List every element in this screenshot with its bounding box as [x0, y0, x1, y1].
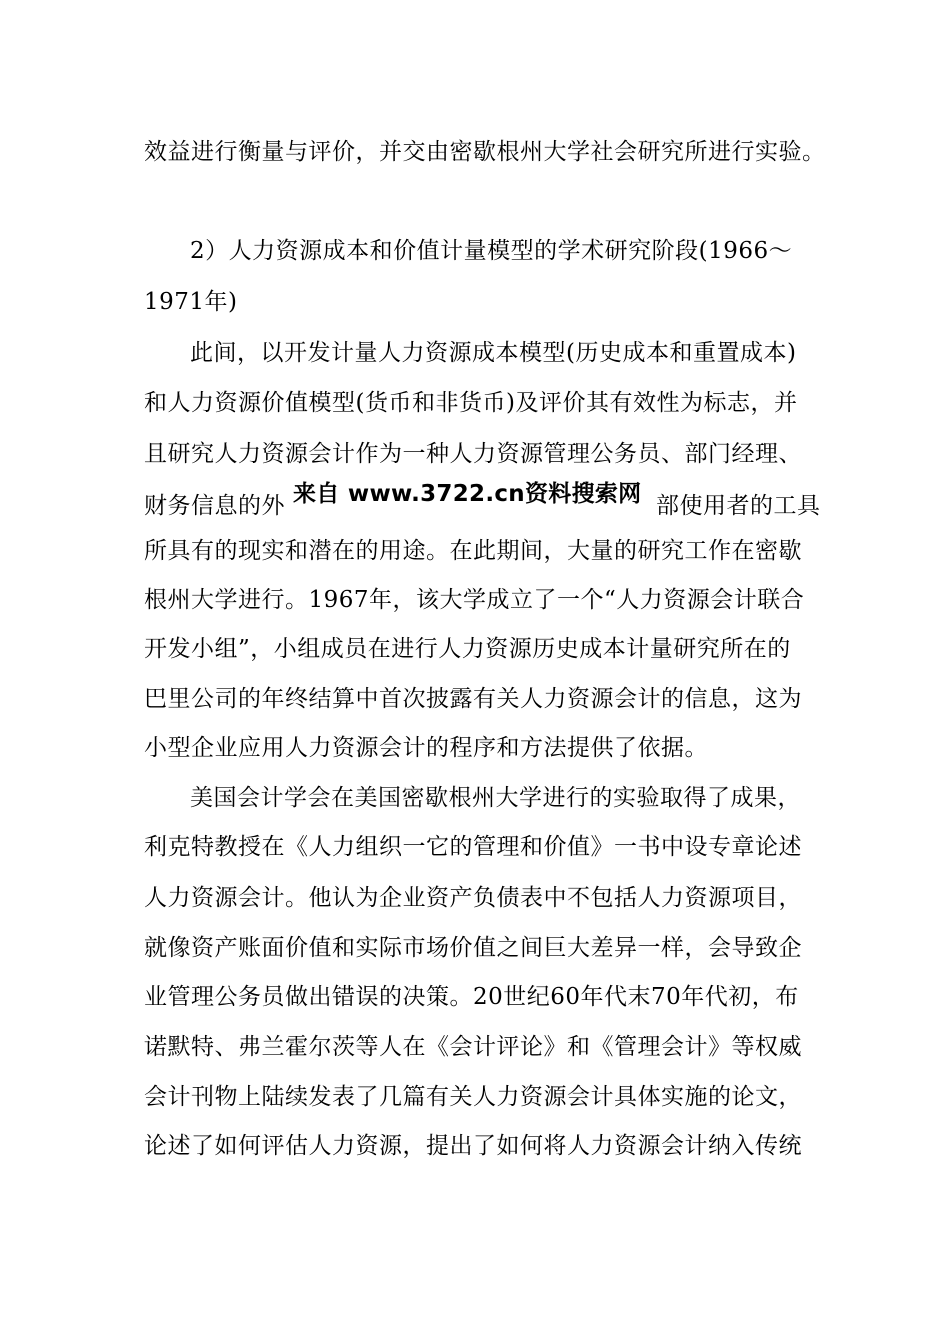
- paragraph-2-line-8: 论述了如何评估人力资源，提出了如何将人力资源会计纳入传统: [144, 1133, 802, 1159]
- paragraph-2-line-3: 人力资源会计。他认为企业资产负债表中不包括人力资源项目，: [144, 885, 802, 911]
- paragraph-1-line-9: 小型企业应用人力资源会计的程序和方法提供了依据。: [144, 735, 708, 761]
- paragraph-1-line-5: 所具有的现实和潜在的用途。在此期间，大量的研究工作在密歇: [144, 538, 802, 564]
- paragraph-2-line-2: 利克特教授在《人力组织一它的管理和价值》一书中设专章论述: [144, 834, 802, 860]
- section-heading-continued: 1971年): [144, 289, 238, 315]
- paragraph-2-line-6: 诺默特、弗兰霍尔茨等人在《会计评论》和《管理会计》等权威: [144, 1034, 802, 1060]
- paragraph-2-line-4: 就像资产账面价值和实际市场价值之间巨大差异一样，会导致企: [144, 935, 802, 961]
- paragraph-1-line-4-left: 财务信息的外: [144, 493, 285, 519]
- watermark-overlay: 来自 www.3722.cn资料搜索网: [293, 481, 642, 507]
- paragraph-1-line-1: 此间，以开发计量人力资源成本模型(历史成本和重置成本): [190, 340, 797, 366]
- paragraph-2-line-1: 美国会计学会在美国密歇根州大学进行的实验取得了成果，: [190, 785, 801, 811]
- paragraph-1-line-6: 根州大学进行。1967年，该大学成立了一个“人力资源会计联合: [144, 587, 805, 613]
- paragraph-1-line-4-right: 部使用者的工具: [656, 493, 821, 519]
- paragraph-2-line-7: 会计刊物上陆续发表了几篇有关人力资源会计具体实施的论文，: [144, 1084, 802, 1110]
- paragraph-1-line-8: 巴里公司的年终结算中首次披露有关人力资源会计的信息，这为: [144, 686, 802, 712]
- paragraph-2-line-5: 业管理公务员做出错误的决策。20世纪60年代末70年代初，布: [144, 984, 799, 1010]
- paragraph-1-line-7: 开发小组”，小组成员在进行人力资源历史成本计量研究所在的: [144, 636, 791, 662]
- paragraph-1-line-2: 和人力资源价值模型(货币和非货币)及评价其有效性为标志，并: [144, 390, 798, 416]
- text-line-1: 效益进行衡量与评价，并交由密歇根州大学社会研究所进行实验。: [144, 139, 826, 165]
- section-heading: 2）人力资源成本和价值计量模型的学术研究阶段(1966～: [190, 238, 793, 264]
- paragraph-1-line-3: 且研究人力资源会计作为一种人力资源管理公务员、部门经理、: [144, 441, 802, 467]
